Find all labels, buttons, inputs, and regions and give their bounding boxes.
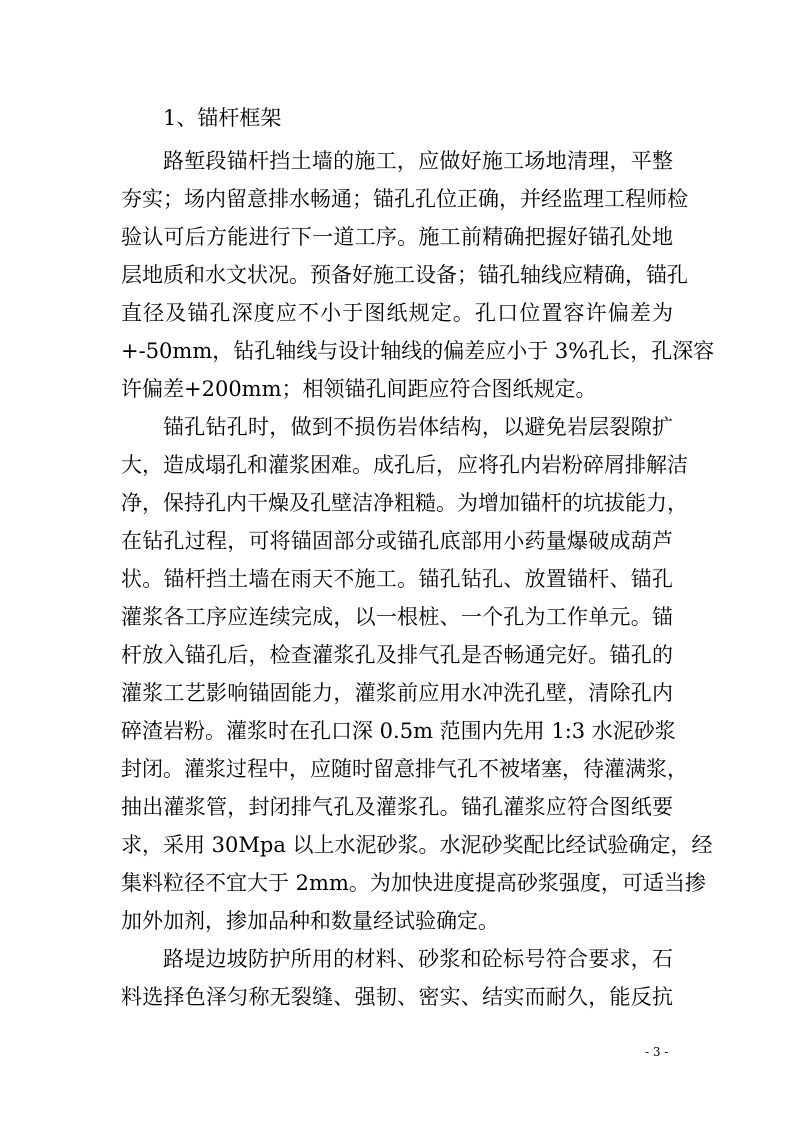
section-heading: 1、锚杆框架 xyxy=(163,106,282,130)
paragraph-1-line-2: 夯实；场内留意排水畅通；锚孔孔位正确，并经监理工程师检 xyxy=(121,187,688,211)
paragraph-1-line-7: 许偏差+200mm；相领锚孔间距应符合图纸规定。 xyxy=(121,377,597,401)
paragraph-2-line-13: 集料粒径不宜大于 2mm。为加快进度提高砂浆强度，可适当掺 xyxy=(121,871,706,895)
paragraph-1-line-1: 路堑段锚杆挡土墙的施工，应做好施工场地清理，平整 xyxy=(163,149,673,173)
paragraph-1-line-4: 层地质和水文状况。预备好施工设备；锚孔轴线应精确，锚孔 xyxy=(121,263,688,287)
paragraph-2-line-6: 灌浆各工序应连续完成，以一根桩、一个孔为工作单元。锚 xyxy=(121,605,673,629)
paragraph-2-line-12: 求，采用 30Mpa 以上水泥砂浆。水泥砂奖配比经试验确定，经 xyxy=(121,833,713,857)
paragraph-2-line-14: 加外加剂，掺加品种和数量经试验确定。 xyxy=(121,909,499,933)
paragraph-2-line-10: 封闭。灌浆过程中，应随时留意排气孔不被堵塞，待灌满浆， xyxy=(121,757,688,781)
paragraph-1-line-3: 验认可后方能进行下一道工序。施工前精确把握好锚孔处地 xyxy=(121,225,673,249)
paragraph-2-line-7: 杆放入锚孔后，检查灌浆孔及排气孔是否畅通完好。锚孔的 xyxy=(121,643,673,667)
paragraph-2-line-11: 抽出灌浆管，封闭排气孔及灌浆孔。锚孔灌浆应符合图纸要 xyxy=(121,795,673,819)
paragraph-2-line-4: 在钻孔过程，可将锚固部分或锚孔底部用小药量爆破成葫芦 xyxy=(121,529,673,553)
paragraph-2-line-3: 净，保持孔内干燥及孔壁洁净粗糙。为增加锚杆的坑拔能力， xyxy=(121,491,688,515)
paragraph-2-line-9: 碎渣岩粉。灌浆时在孔口深 0.5m 范围内先用 1:3 水泥砂浆 xyxy=(121,719,676,743)
paragraph-3-line-1: 路堤边坡防护所用的材料、砂浆和砼标号符合要求，石 xyxy=(163,947,673,971)
paragraph-3-line-2: 料选择色泽匀称无裂缝、强韧、密实、结实而耐久，能反抗 xyxy=(121,985,673,1009)
paragraph-1-line-6: +-50mm，钻孔轴线与设计轴线的偏差应小于 3%孔长，孔深容 xyxy=(121,339,715,363)
page-number: - 3 - xyxy=(645,1045,669,1059)
paragraph-2-line-2: 大，造成塌孔和灌浆困难。成孔后，应将孔内岩粉碎屑排解洁 xyxy=(121,453,688,477)
paragraph-1-line-5: 直径及锚孔深度应不小于图纸规定。孔口位置容许偏差为 xyxy=(121,301,673,325)
paragraph-2-line-5: 状。锚杆挡土墙在雨天不施工。锚孔钻孔、放置锚杆、锚孔 xyxy=(121,567,673,591)
paragraph-2-line-1: 锚孔钻孔时，做到不损伤岩体结构，以避免岩层裂隙扩 xyxy=(163,415,673,439)
paragraph-2-line-8: 灌浆工艺影响锚固能力，灌浆前应用水冲洗孔壁，清除孔内 xyxy=(121,681,673,705)
